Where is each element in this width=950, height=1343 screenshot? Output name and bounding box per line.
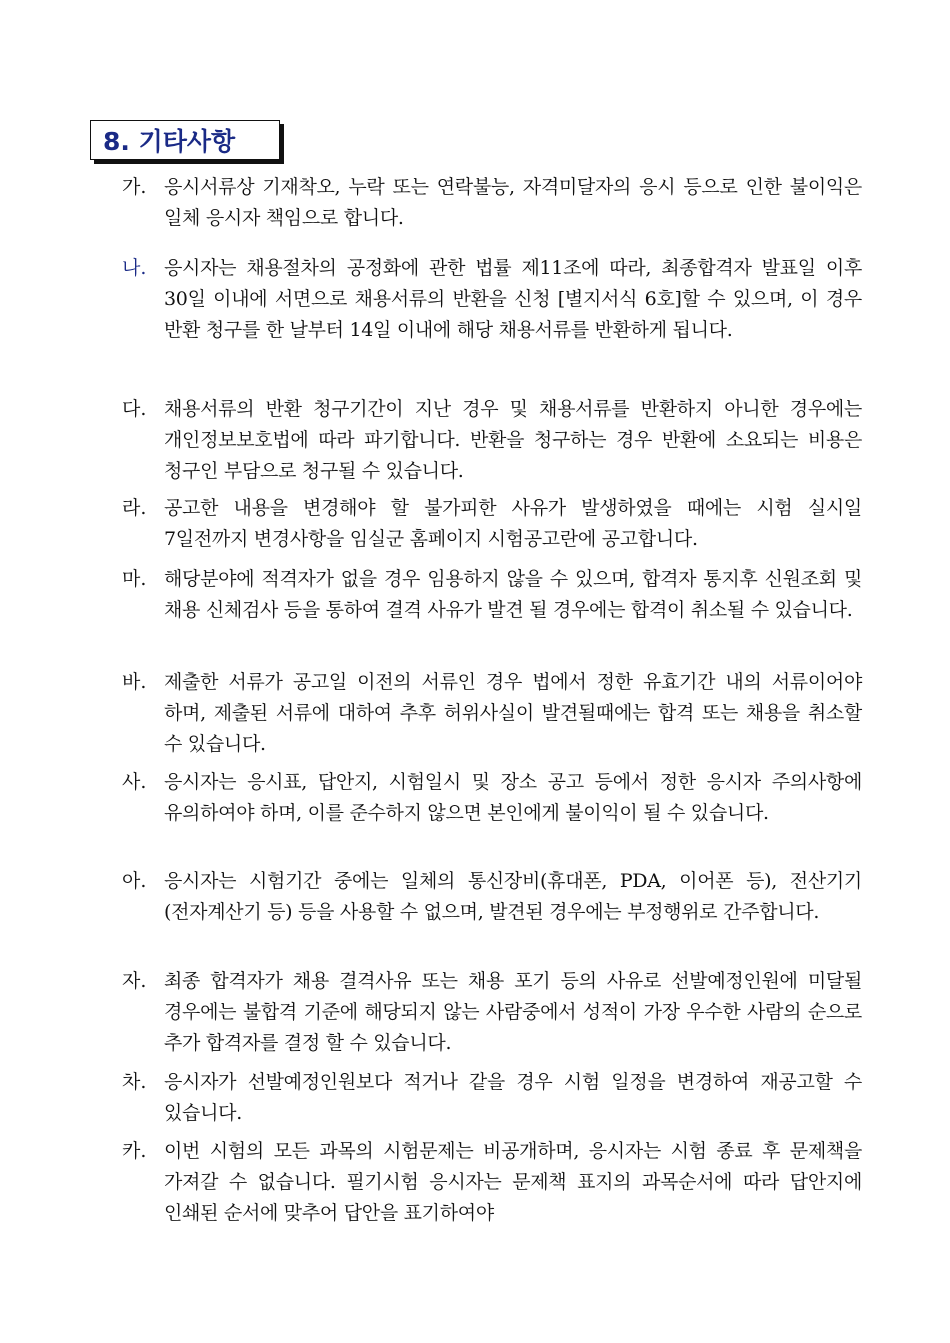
item-text: 응시서류상 기재착오, 누락 또는 연락불능, 자격미달자의 응시 등으로 인한 불이익은 일체 응시자 책임으로 합니다. xyxy=(164,176,862,229)
list-item xyxy=(122,493,862,555)
item-text: 최종 합격자가 채용 결격사유 또는 채용 포기 등의 사유로 선발예정인원에 미달될 경우에는 불합격 기준에 해당되지 않는 사람중에서 성적이 가장 우수한 사람의 순으로 추가 합격자를 결정 할 수 있습니다. xyxy=(164,970,862,1054)
item-marker: 카. xyxy=(122,1140,147,1162)
list-item xyxy=(122,1136,862,1229)
list-item xyxy=(122,966,862,1059)
section-title-box xyxy=(90,120,280,160)
item-marker: 차. xyxy=(122,1071,147,1093)
item-text: 제출한 서류가 공고일 이전의 서류인 경우 법에서 정한 유효기간 내의 서류이어야 하며, 제출된 서류에 대하여 추후 허위사실이 발견될때에는 합격 또는 채용을 취소할 수 있습니다. xyxy=(164,671,862,755)
list-item xyxy=(122,1067,862,1129)
list-item xyxy=(122,172,862,234)
item-text: 응시자는 응시표, 답안지, 시험일시 및 장소 공고 등에서 정한 응시자 주의사항에 유의하여야 하며, 이를 준수하지 않으면 본인에게 불이익이 될 수 있습니다. xyxy=(164,771,862,824)
item-marker: 자. xyxy=(122,970,147,992)
item-marker: 아. xyxy=(122,870,147,892)
item-text: 해당분야에 적격자가 없을 경우 임용하지 않을 수 있으며, 합격자 통지후 신원조회 및 채용 신체검사 등을 통하여 결격 사유가 발견 될 경우에는 합격이 취소될 수 있습니다. xyxy=(164,568,862,621)
item-text: 공고한 내용을 변경해야 할 불가피한 사유가 발생하였을 때에는 시험 실시일 7일전까지 변경사항을 임실군 홈페이지 시험공고란에 공고합니다. xyxy=(164,497,862,550)
item-marker: 사. xyxy=(122,771,147,793)
item-marker: 가. xyxy=(122,176,147,198)
item-text: 이번 시험의 모든 과목의 시험문제는 비공개하며, 응시자는 시험 종료 후 문제책을 가져갈 수 없습니다. 필기시험 응시자는 문제책 표지의 과목순서에 따라 답안지에 인쇄된 순서에 맞추어 답안을 표기하여야 xyxy=(164,1140,862,1224)
item-text: 응시자는 시험기간 중에는 일체의 통신장비(휴대폰, PDA, 이어폰 등), 전산기기(전자계산기 등) 등을 사용할 수 없으며, 발견된 경우에는 부정행위로 간주합니다. xyxy=(164,870,862,923)
list-item xyxy=(122,564,862,626)
section-title: 8. 기타사항 xyxy=(103,127,236,156)
item-text: 응시자가 선발예정인원보다 적거나 같을 경우 시험 일정을 변경하여 재공고할 수 있습니다. xyxy=(164,1071,862,1124)
list-item xyxy=(122,767,862,829)
item-text: 채용서류의 반환 청구기간이 지난 경우 및 채용서류를 반환하지 아니한 경우에는 개인정보보호법에 따라 파기합니다. 반환을 청구하는 경우 반환에 소요되는 비용은 청구인 부담으로 청구될 수 있습니다. xyxy=(164,398,862,482)
list-item xyxy=(122,394,862,487)
list-item xyxy=(122,253,862,346)
item-marker: 나. xyxy=(122,257,147,279)
item-marker: 다. xyxy=(122,398,147,420)
list-item xyxy=(122,667,862,760)
list-item xyxy=(122,866,862,928)
item-marker: 라. xyxy=(122,497,147,519)
item-marker: 마. xyxy=(122,568,147,590)
item-marker: 바. xyxy=(122,671,147,693)
item-text: 응시자는 채용절차의 공정화에 관한 법률 제11조에 따라, 최종합격자 발표일 이후 30일 이내에 서면으로 채용서류의 반환을 신청 [별지서식 6호]할 수 있으며, 이 경우 반환 청구를 한 날부터 14일 이내에 해당 채용서류를 반환하게 됩니다. xyxy=(164,257,862,341)
